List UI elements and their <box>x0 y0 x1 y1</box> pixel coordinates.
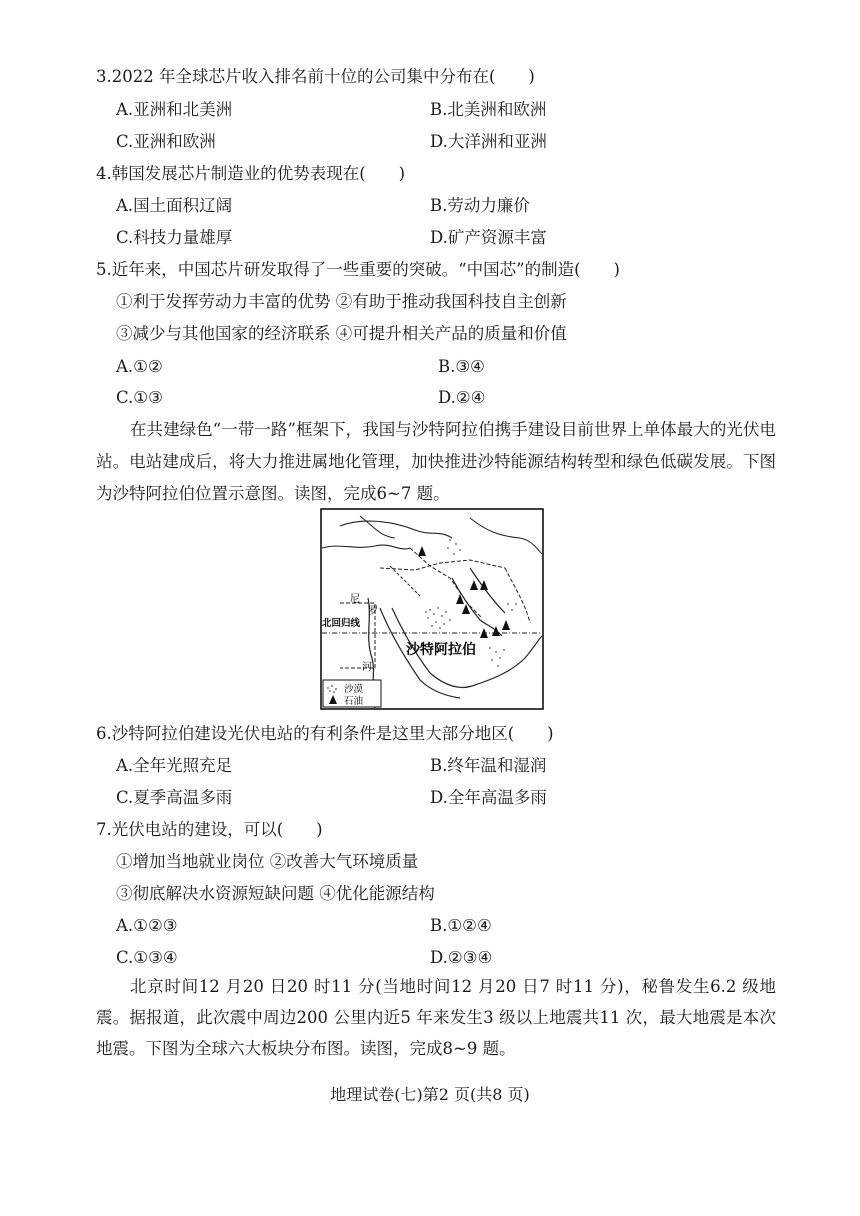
q6-option-b: B.终年温和湿润 <box>430 756 547 775</box>
q3-option-b: B.北美洲和欧洲 <box>430 100 547 119</box>
map-label-country: 沙特阿拉伯 <box>406 642 476 658</box>
q4-option-a: A.国土面积辽阔 <box>116 196 233 215</box>
q6-option-d: D.全年高温多雨 <box>430 788 547 807</box>
q5-statement-2: ③减少与其他国家的经济联系 ④可提升相关产品的质量和价值 <box>116 324 567 343</box>
q4-option-d: D.矿产资源丰富 <box>430 228 547 247</box>
passage-peru-earthquake: 北京时间12 月20 日20 时11 分(当地时间12 月20 日7 时11 分)，秘鲁发生6.2 级地震。据报道，此次震中周边200 公里内近5 年来发生3 级以上地震共11 次，最大地震是本次地震。下图为全球六大板块分布图。读图，完成8~9 题。 <box>96 977 776 1058</box>
q4-option-c: C.科技力量雄厚 <box>116 228 233 247</box>
saudi-arabia-location-map <box>320 508 544 710</box>
map-label-tropic: 北回归线 <box>322 618 361 629</box>
q7-option-d: D.②③④ <box>430 948 493 967</box>
q7-option-a: A.①②③ <box>116 916 178 935</box>
q3-option-d: D.大洋洲和亚洲 <box>430 132 547 151</box>
q5-option-a: A.①② <box>116 357 163 376</box>
q5-stem: 5.近年来，中国芯片研发取得了一些重要的突破。“中国芯”的制造( ) <box>96 260 620 279</box>
q7-option-c: C.①③④ <box>116 948 178 967</box>
q6-stem: 6.沙特阿拉伯建设光伏电站的有利条件是这里大部分地区( ) <box>96 724 554 743</box>
q7-statement-2: ③彻底解决水资源短缺问题 ④优化能源结构 <box>116 884 435 903</box>
q7-statement-1: ①增加当地就业岗位 ②改善大气环境质量 <box>116 852 419 871</box>
q5-option-c: C.①③ <box>116 388 163 407</box>
q3-option-a: A.亚洲和北美洲 <box>116 100 233 119</box>
map-label-nile-3: 河 <box>362 662 372 673</box>
q6-option-a: A.全年光照充足 <box>116 756 233 775</box>
q4-stem: 4.韩国发展芯片制造业的优势表现在( ) <box>96 164 406 183</box>
q7-stem: 7.光伏电站的建设，可以( ) <box>96 820 323 839</box>
q5-option-b: B.③④ <box>438 357 485 376</box>
map-legend-oil: 石油 <box>344 696 364 707</box>
q4-option-b: B.劳动力廉价 <box>430 196 530 215</box>
q5-statement-1: ①利于发挥劳动力丰富的优势 ②有助于推动我国科技自主创新 <box>116 292 567 311</box>
map-legend-desert: 沙漠 <box>344 684 364 695</box>
q6-option-c: C.夏季高温多雨 <box>116 788 233 807</box>
q3-option-c: C.亚洲和欧洲 <box>116 132 216 151</box>
q7-option-b: B.①②④ <box>430 916 492 935</box>
passage-solar-plant: 在共建绿色“一带一路”框架下，我国与沙特阿拉伯携手建设目前世界上单体最大的光伏电站。电站建成后，将大力推进属地化管理，加快推进沙特能源结构转型和绿色低碳发展。下图为沙特阿拉伯位置示意图。读图，完成6~7 题。 <box>96 420 776 503</box>
map-label-nile-2: 罗 <box>368 606 378 617</box>
q3-stem: 3.2022 年全球芯片收入排名前十位的公司集中分布在( ) <box>96 67 535 86</box>
map-label-nile-1: 尼 <box>350 594 360 605</box>
page-footer: 地理试卷(七)第2 页(共8 页) <box>330 1085 530 1104</box>
q5-option-d: D.②④ <box>438 388 486 407</box>
